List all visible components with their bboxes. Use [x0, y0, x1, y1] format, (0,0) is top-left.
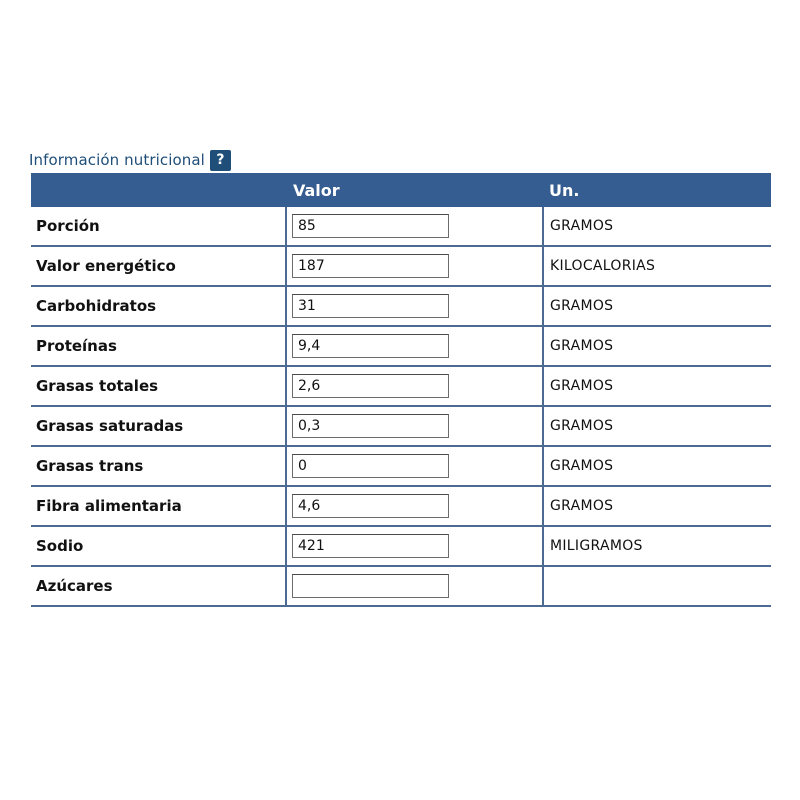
- value-input[interactable]: [292, 334, 449, 358]
- row-value-cell: [286, 207, 543, 246]
- table-row: [31, 326, 771, 366]
- row-unit: GRAMOS: [543, 207, 771, 246]
- row-label: Grasas totales: [31, 366, 286, 406]
- row-unit: GRAMOS: [543, 486, 771, 526]
- row-label: Carbohidratos: [31, 286, 286, 326]
- row-unit: MILIGRAMOS: [543, 526, 771, 566]
- row-value-cell: [286, 286, 543, 326]
- row-label: Fibra alimentaria: [31, 486, 286, 526]
- table-row: [31, 566, 771, 606]
- value-input[interactable]: [292, 454, 449, 478]
- table-row: [31, 526, 771, 566]
- value-input[interactable]: [292, 214, 449, 238]
- row-label: Valor energético: [31, 246, 286, 286]
- value-input[interactable]: [292, 254, 449, 278]
- table-row: [31, 246, 771, 286]
- row-unit: GRAMOS: [543, 406, 771, 446]
- row-label: Porción: [31, 207, 286, 246]
- row-label: Grasas saturadas: [31, 406, 286, 446]
- row-value-cell: [286, 566, 543, 606]
- row-label: Grasas trans: [31, 446, 286, 486]
- value-input[interactable]: [292, 534, 449, 558]
- row-unit: GRAMOS: [543, 446, 771, 486]
- value-input[interactable]: [292, 494, 449, 518]
- table-header-row: [31, 173, 771, 207]
- section-header: [29, 148, 231, 172]
- table-row: [31, 207, 771, 246]
- value-input[interactable]: [292, 574, 449, 598]
- row-label: Sodio: [31, 526, 286, 566]
- row-value-cell: [286, 406, 543, 446]
- table-row: [31, 486, 771, 526]
- row-label: Azúcares: [31, 566, 286, 606]
- row-unit: GRAMOS: [543, 286, 771, 326]
- help-icon[interactable]: ?: [210, 150, 231, 171]
- table-row: [31, 406, 771, 446]
- row-value-cell: [286, 326, 543, 366]
- nutrition-table: [31, 173, 771, 607]
- section-title: Información nutricional: [29, 151, 205, 169]
- header-label: [31, 173, 286, 207]
- row-label: Proteínas: [31, 326, 286, 366]
- header-unit: Un.: [543, 173, 771, 207]
- table-row: [31, 446, 771, 486]
- table-row: [31, 366, 771, 406]
- value-input[interactable]: [292, 294, 449, 318]
- row-value-cell: [286, 526, 543, 566]
- row-unit: [543, 566, 771, 606]
- table-row: [31, 286, 771, 326]
- row-value-cell: [286, 246, 543, 286]
- row-value-cell: [286, 486, 543, 526]
- row-unit: KILOCALORIAS: [543, 246, 771, 286]
- header-value: Valor: [286, 173, 543, 207]
- row-unit: GRAMOS: [543, 326, 771, 366]
- row-value-cell: [286, 446, 543, 486]
- value-input[interactable]: [292, 414, 449, 438]
- row-unit: GRAMOS: [543, 366, 771, 406]
- row-value-cell: [286, 366, 543, 406]
- value-input[interactable]: [292, 374, 449, 398]
